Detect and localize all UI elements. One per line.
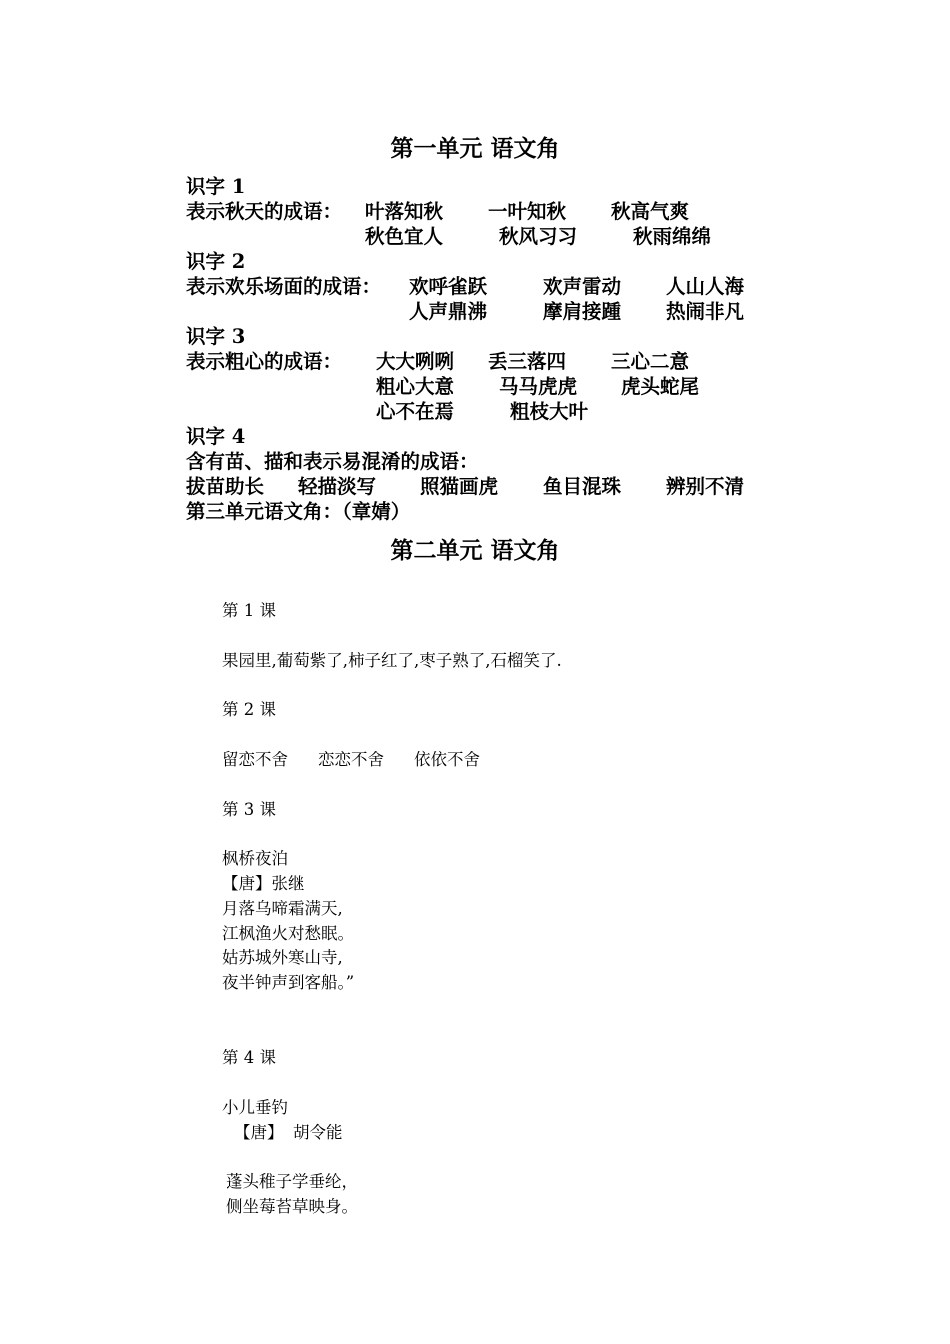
idiom: 人声鼎沸 (409, 300, 488, 323)
idiom: 粗枝大叶 (510, 400, 589, 423)
idiom: 秋风习习 (499, 225, 578, 248)
idiom: 大大咧咧 (376, 350, 455, 373)
section2-intro: 表示欢乐场面的成语： (186, 275, 382, 298)
idiom: 辨别不清 (666, 475, 745, 498)
lesson1-text: 果园里,葡萄紫了,柿子红了,枣子熟了,石榴笑了. (222, 651, 562, 670)
idiom: 欢呼雀跃 (409, 275, 488, 298)
lesson1-label: 第 1 课 (222, 601, 276, 620)
lesson2-idiom: 依依不舍 (414, 750, 480, 769)
idiom: 拔苗助长 (186, 475, 265, 498)
poem-author-name: 胡令能 (293, 1123, 343, 1142)
idiom: 秋高气爽 (611, 200, 690, 223)
idiom: 轻描淡写 (298, 475, 377, 498)
poem-title: 小儿垂钓 (222, 1098, 288, 1117)
lesson2-idiom: 恋恋不舍 (318, 750, 384, 769)
poem-title: 枫桥夜泊 (222, 849, 288, 868)
poem-author-dynasty: 【唐】 (234, 1123, 284, 1142)
idiom: 热闹非凡 (666, 300, 745, 323)
poem-line: 侧坐莓苔草映身。 (226, 1197, 358, 1216)
idiom: 秋色宜人 (365, 225, 444, 248)
unit1-footer: 第三单元语文角：（章婧） (186, 500, 411, 523)
section2-label: 识字 2 (186, 250, 246, 273)
poem-line: 蓬头稚子学垂纶， (226, 1172, 358, 1191)
idiom: 粗心大意 (376, 375, 455, 398)
idiom: 照猫画虎 (420, 475, 499, 498)
idiom: 摩肩接踵 (543, 300, 622, 323)
idiom: 秋雨绵绵 (633, 225, 712, 248)
section4-label: 识字 4 (186, 425, 246, 448)
lesson3-label: 第 3 课 (222, 800, 276, 819)
poem-line: 江枫渔火对愁眠。 (222, 924, 354, 943)
unit1-title: 第一单元 语文角 (390, 136, 560, 162)
idiom: 马马虎虎 (499, 375, 578, 398)
lesson2-label: 第 2 课 (222, 700, 276, 719)
idiom: 三心二意 (611, 350, 690, 373)
section4-intro: 含有苗、描和表示易混淆的成语： (186, 450, 479, 473)
lesson4-label: 第 4 课 (222, 1048, 276, 1067)
poem-line: 夜半钟声到客船。” (222, 973, 355, 992)
idiom: 欢声雷动 (543, 275, 622, 298)
idiom: 虎头蛇尾 (621, 375, 700, 398)
section3-intro: 表示粗心的成语： (186, 350, 343, 373)
section3-label: 识字 3 (186, 325, 246, 348)
idiom: 心不在焉 (376, 400, 455, 423)
idiom: 人山人海 (666, 275, 745, 298)
poem-author: 【唐】张继 (222, 874, 305, 893)
idiom: 叶落知秋 (365, 200, 444, 223)
poem-line: 姑苏城外寒山寺, (222, 948, 343, 967)
idiom: 丢三落四 (488, 350, 567, 373)
idiom: 一叶知秋 (488, 200, 567, 223)
idiom: 鱼目混珠 (543, 475, 622, 498)
section1-label: 识字 1 (186, 175, 246, 198)
section1-intro: 表示秋天的成语： (186, 200, 343, 223)
lesson2-idiom: 留恋不舍 (222, 750, 288, 769)
poem-line: 月落乌啼霜满天, (222, 899, 343, 918)
unit2-title: 第二单元 语文角 (390, 538, 560, 564)
